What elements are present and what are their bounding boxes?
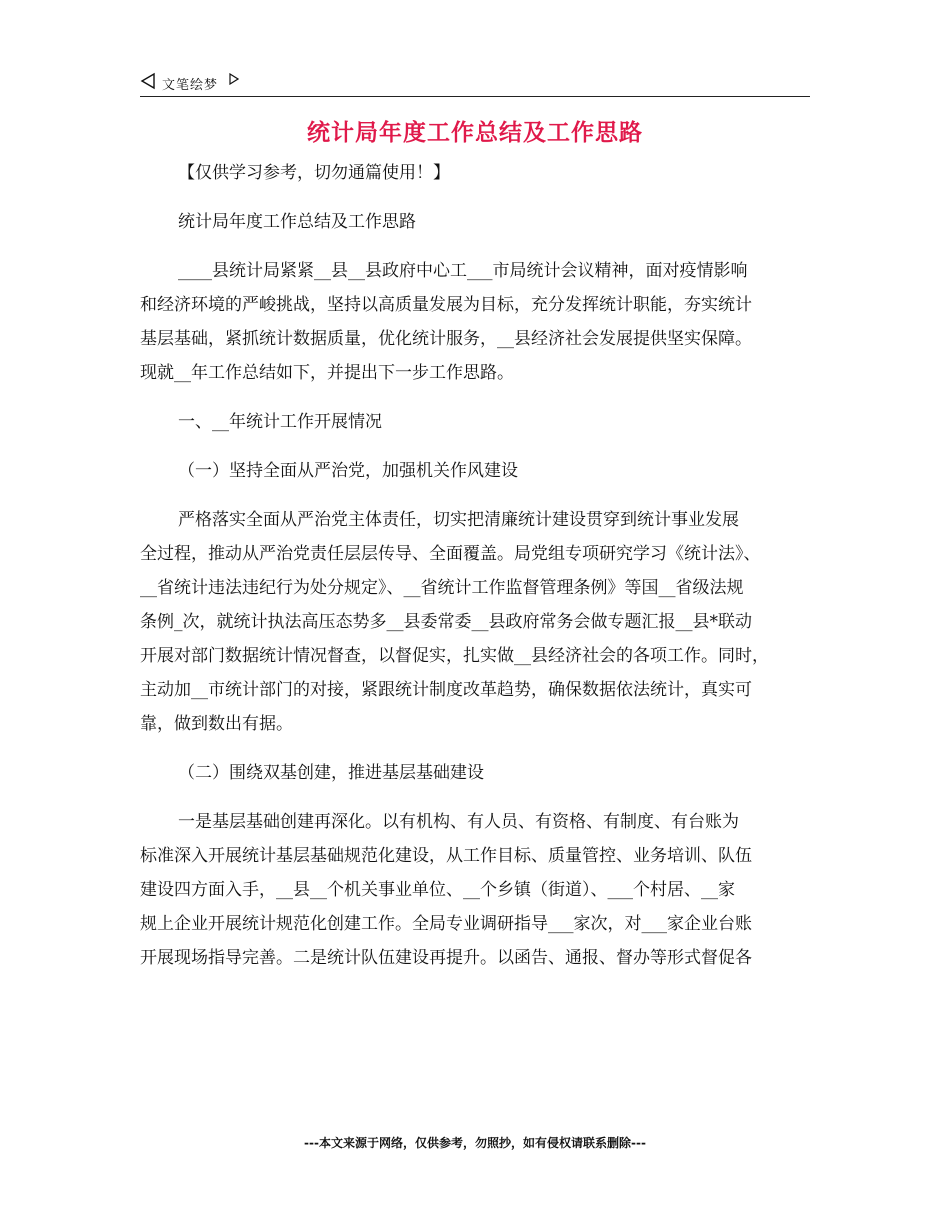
document-body — [140, 156, 820, 990]
brand-label: 文笔绘梦 — [162, 78, 219, 93]
text-line: 基层基础，紧抓统计数据质量，优化统计服务，__县经济社会发展提供坚实保障。 — [140, 329, 752, 349]
paragraph — [140, 156, 820, 190]
paragraph — [140, 205, 820, 239]
text-line: 主动加__市统计部门的对接，紧跟统计制度改革趋势，确保数据依法统计，真实可 — [140, 680, 752, 700]
text-line: 严格落实全面从严治党主体责任，切实把清廉统计建设贯穿到统计事业发展 — [178, 510, 739, 530]
text-line: 一、__年统计工作开展情况 — [178, 412, 382, 432]
text-line: （一）坚持全面从严治党，加强机关作风建设 — [178, 461, 518, 481]
text-line: 【仅供学习参考，切勿通篇使用！】 — [178, 163, 450, 183]
paragraph — [140, 254, 820, 390]
text-line: 开展对部门数据统计情况督查，以督促实，扎实做__县经济社会的各项工作。同时， — [140, 646, 769, 666]
paragraph — [140, 405, 820, 439]
text-line: 靠，做到数出有据。 — [140, 714, 293, 734]
text-line: （二）围绕双基创建，推进基层基础建设 — [178, 763, 484, 783]
paragraph — [140, 805, 820, 975]
text-line: 条例_次，就统计执法高压态势多__县委常委__县政府常务会做专题汇报__县*联动 — [140, 612, 752, 632]
paragraph — [140, 503, 820, 741]
page-header — [140, 72, 810, 97]
paragraph — [140, 454, 820, 488]
footer-disclaimer: ---本文来源于网络，仅供参考，勿照抄，如有侵权请联系删除--- — [304, 1136, 646, 1150]
text-line: 标准深入开展统计基层基础规范化建设，从工作目标、质量管控、业务培训、队伍 — [140, 846, 752, 866]
paragraph — [140, 756, 820, 790]
triangle-right-icon — [229, 73, 239, 85]
text-line: 现就__年工作总结如下，并提出下一步工作思路。 — [140, 363, 514, 383]
document-title: 统计局年度工作总结及工作思路 — [307, 120, 643, 146]
text-line: 全过程，推动从严治党责任层层传导、全面覆盖。局党组专项研究学习《统计法》、 — [140, 544, 761, 564]
text-line: ____县统计局紧紧__县__县政府中心工___市局统计会议精神，面对疫情影响 — [178, 261, 748, 281]
text-line: 统计局年度工作总结及工作思路 — [178, 212, 416, 232]
text-line: 一是基层基础创建再深化。以有机构、有人员、有资格、有制度、有台账为 — [178, 812, 739, 832]
text-line: 规上企业开展统计规范化创建工作。全局专业调研指导___家次，对___家企业台账 — [140, 914, 752, 934]
triangle-left-icon — [140, 72, 156, 90]
text-line: __省统计违法违纪行为处分规定》、__省统计工作监督管理条例》等国__省级法规 — [140, 578, 744, 598]
text-line: 开展现场指导完善。二是统计队伍建设再提升。以函告、通报、督办等形式督促各 — [140, 948, 752, 968]
text-line: 建设四方面入手，__县__个机关事业单位、__个乡镇（街道）、___个村居、__家 — [140, 880, 735, 900]
text-line: 和经济环境的严峻挑战，坚持以高质量发展为目标，充分发挥统计职能，夯实统计 — [140, 295, 752, 315]
